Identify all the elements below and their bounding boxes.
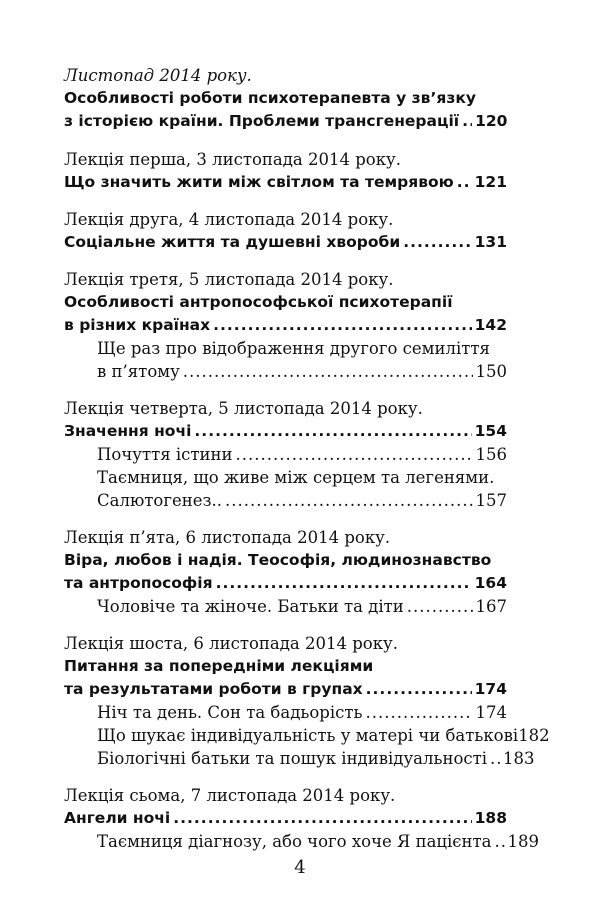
page-ref: 183 — [503, 749, 535, 768]
page-ref: 164 — [474, 574, 507, 592]
entry-title: з історією країни. Проблеми трансгенерації — [64, 112, 460, 130]
page-ref: 121 — [474, 173, 507, 191]
dot-leader — [495, 830, 505, 853]
entry-title: в різних країнах — [64, 316, 211, 334]
dot-leader — [216, 572, 472, 595]
dot-leader — [173, 807, 471, 830]
toc-section — [64, 208, 507, 254]
page-ref: 131 — [474, 233, 507, 251]
lecture-title-entry[interactable] — [64, 420, 507, 443]
page-ref: 174 — [475, 703, 507, 722]
lecture-title-line: Віра, любов і надія. Теософія, людинознавство — [64, 551, 492, 569]
entry-title: та результатами роботи в групах — [64, 680, 363, 698]
dot-leader — [236, 443, 473, 466]
lecture-title-entry[interactable] — [64, 807, 507, 830]
page-ref: 167 — [475, 597, 507, 616]
dot-leader — [490, 747, 500, 770]
lecture-header: Лекція перша, 3 листопада 2014 року. — [64, 150, 401, 169]
lecture-header: Лекція третя, 5 листопада 2014 року. — [64, 270, 394, 289]
lecture-header: Лекція п’ята, 6 листопада 2014 року. — [64, 528, 391, 547]
lecture-title-line: Особливості антропософської психотерапії — [64, 293, 453, 311]
intro-title-line: Особливості роботи психотерапевта у зв’язку — [64, 89, 476, 107]
toc-section — [64, 784, 539, 853]
dot-leader — [194, 420, 471, 443]
dot-leader — [457, 171, 472, 194]
lecture-title-entry[interactable] — [64, 231, 507, 254]
lecture-title-line: Питання за попередніми лекціями — [64, 657, 374, 675]
dot-leader — [462, 110, 472, 133]
subtopic-entry[interactable] — [64, 360, 507, 383]
entry-title: Що шукає індивідуальність у матері чи батькові — [97, 726, 519, 745]
entry-title: в п’ятому — [97, 362, 180, 381]
page-ref: 174 — [474, 680, 507, 698]
page-ref: 156 — [475, 445, 507, 464]
toc-section — [64, 632, 550, 770]
page-ref: 120 — [475, 112, 508, 130]
lecture-header: Лекція друга, 4 листопада 2014 року. — [64, 210, 394, 229]
dot-leader — [403, 231, 471, 254]
lecture-title-entry[interactable] — [64, 678, 507, 701]
toc-intro — [64, 64, 507, 133]
page-ref: 142 — [474, 316, 507, 334]
entry-title: Таємниця діагнозу, або чого хоче Я пацієнта — [97, 832, 492, 851]
intro-title-entry[interactable] — [64, 110, 507, 133]
page-ref: 154 — [474, 422, 507, 440]
dot-leader — [407, 595, 473, 618]
dot-leader — [183, 360, 473, 383]
intro-header: Листопад 2014 року. — [64, 66, 252, 85]
subtopic-entry[interactable] — [64, 489, 507, 512]
subtopic-line: Ще раз про відображення другого семиліття — [97, 339, 490, 358]
lecture-header: Лекція сьома, 7 листопада 2014 року. — [64, 786, 396, 805]
toc-section — [64, 148, 507, 194]
page-ref: 157 — [475, 491, 507, 510]
entry-title: Салютогенез.. — [97, 491, 223, 510]
subtopic-entry[interactable] — [64, 595, 507, 618]
entry-title: Чоловіче та жіноче. Батьки та діти — [97, 597, 404, 616]
subtopic-entry[interactable] — [64, 724, 550, 747]
entry-title: Ангели ночі — [64, 809, 171, 827]
dot-leader — [225, 489, 472, 512]
toc-section — [64, 397, 507, 512]
entry-title: Значення ночі — [64, 422, 192, 440]
page-ref: 188 — [474, 809, 507, 827]
subtopic-entry[interactable] — [64, 830, 539, 853]
entry-title: Біологічні батьки та пошук індивідуальності — [97, 749, 488, 768]
subtopic-entry[interactable] — [64, 747, 535, 770]
lecture-title-entry[interactable] — [64, 171, 507, 194]
lecture-header: Лекція шоста, 6 листопада 2014 року. — [64, 634, 398, 653]
dot-leader — [213, 314, 472, 337]
subtopic-entry[interactable] — [64, 701, 507, 724]
dot-leader — [366, 678, 472, 701]
subtopic-entry[interactable] — [64, 443, 507, 466]
table-of-contents — [64, 64, 550, 867]
entry-title: Соціальне життя та душевні хвороби — [64, 233, 401, 251]
toc-section — [64, 268, 507, 383]
entry-title: Що значить жити між світлом та темрявою — [64, 173, 454, 191]
toc-section — [64, 526, 507, 618]
toc-sections — [64, 148, 550, 853]
lecture-title-entry[interactable] — [64, 572, 507, 595]
page-ref: 189 — [507, 832, 539, 851]
lecture-header: Лекція четверта, 5 листопада 2014 року. — [64, 399, 423, 418]
subtopic-line: Таємниця, що живе між серцем та легенями. — [97, 468, 495, 487]
page-ref: 182 — [518, 726, 550, 745]
dot-leader — [365, 701, 472, 724]
entry-title: Ніч та день. Сон та бадьорість — [97, 703, 363, 722]
lecture-title-entry[interactable] — [64, 314, 507, 337]
entry-title: Почуття істини — [97, 445, 233, 464]
page-number: 4 — [294, 857, 306, 878]
entry-title: та антропософія — [64, 574, 213, 592]
page-ref: 150 — [475, 362, 507, 381]
